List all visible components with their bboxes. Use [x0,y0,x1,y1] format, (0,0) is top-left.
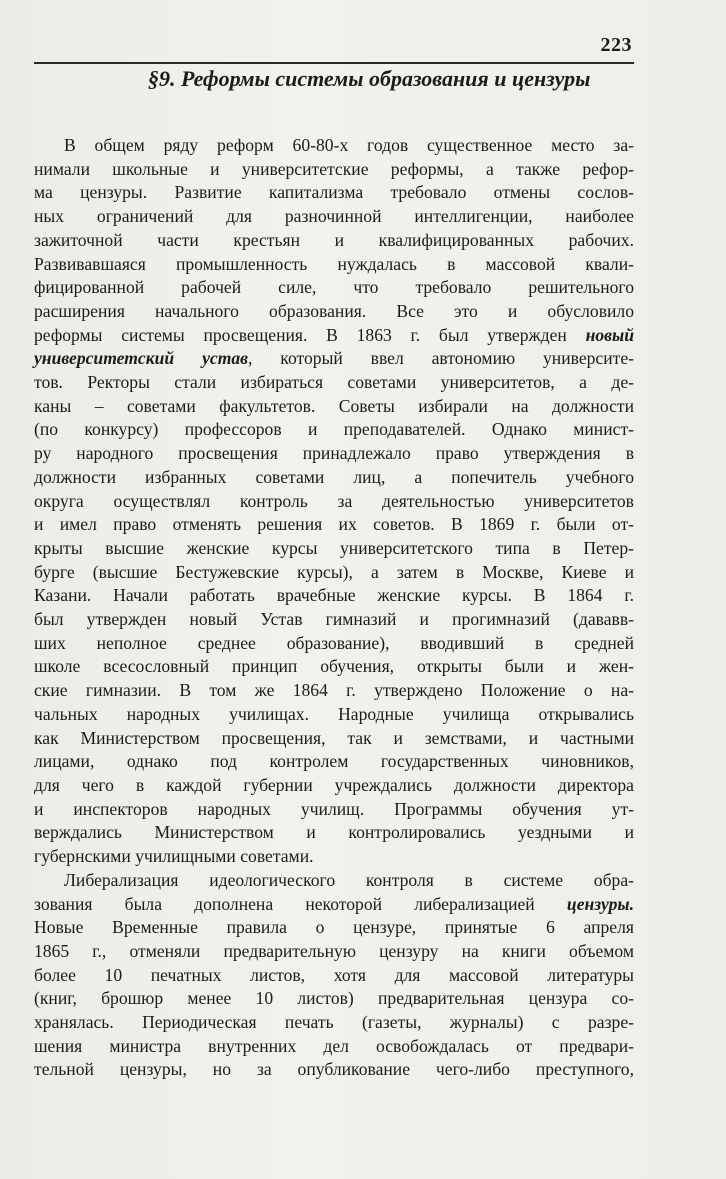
text-line: ру народного просвещения принадлежало право утверждения в [34,443,634,464]
emphasis: цензуры. [566,893,634,914]
text-line: должности избранных советами лиц, а попечитель учебного [34,466,634,487]
text-line: нимали школьные и университетские реформы, а также рефор- [34,158,634,179]
text-line: университетский устав, который ввел автономию университе- [34,348,635,369]
text-line: более 10 печатных листов, хотя для массовой литературы [34,964,634,985]
text-line: как Министерством просвещения, так и земствами, и частными [34,727,634,748]
text-line: реформы системы просвещения. В 1863 г. был утвержден новый [34,324,634,345]
text-line: был утвержден новый Устав гимназий и прогимназий (дававв- [34,609,634,630]
section-title: §9. Реформы системы образования и цензуры [148,66,591,91]
body-text [34,134,634,1082]
text-line: верждались Министерством и контролировались уездными и [34,822,634,843]
emphasis: университетский устав [34,348,249,369]
text-line: каны – советами факультетов. Советы избирали на должности [34,395,634,416]
paragraph [34,134,634,869]
text-line: школе всесословный принцип обучения, открыты были и жен- [34,656,634,677]
text-line: бурге (высшие Бестужевские курсы), а затем в Москве, Киеве и [34,561,634,582]
text-line: Новые Временные правила о цензуре, принятые 6 апреля [34,917,634,938]
page-number: 223 [600,34,632,56]
text-line: губернскими училищными советами. [34,846,314,867]
text-line: тельной цензуры, но за опубликование чего-либо преступного, [34,1059,634,1080]
text-line: зования была дополнена некоторой либерализацией цензуры. [34,893,634,914]
text-line: Либерализация идеологического контроля в системе обра- [64,869,634,890]
text-line: Развивавшаяся промышленность нуждалась в массовой квали- [34,253,634,274]
text-line: ма цензуры. Развитие капитализма требовало отмены сослов- [34,182,634,203]
text-line: зажиточной части крестьян и квалифицированных рабочих. [34,229,634,250]
paragraph [34,869,634,1082]
text-line: 1865 г., отменяли предварительную цензуру на книги объемом [34,940,634,961]
text-line: ших неполное среднее образование), вводивший в средней [34,632,634,653]
text-line: и инспекторов народных училищ. Программы обучения ут- [34,798,634,819]
text-line: чальных народных училищах. Народные училища открывались [34,703,634,724]
text-line: Казани. Начали работать врачебные женские курсы. В 1864 г. [34,585,634,606]
text-line: тов. Ректоры стали избираться советами университетов, а де- [34,372,634,393]
emphasis: новый [585,324,634,345]
text-line: расширения начального образования. Все это и обусловило [34,300,634,321]
text-line: В общем ряду реформ 60-80-х годов существенное место за- [64,135,634,155]
text-line: округа осуществлял контроль за деятельностью университетов [34,490,634,511]
text-line: фицированной рабочей силе, что требовало решительного [34,277,634,298]
text-line: для чего в каждой губернии учреждались должности директора [34,774,634,795]
text-line: (по конкурсу) профессоров и преподавателей. Однако минист- [34,419,634,440]
text-line: лицами, однако под контролем государственных чиновников, [34,751,634,772]
text-line: ские гимназии. В том же 1864 г. утверждено Положение о на- [34,680,634,701]
text-line: крыты высшие женские курсы университетского типа в Петер- [34,537,634,558]
header-rule [34,62,634,64]
text-line: шения министра внутренних дел освобождалась от предвари- [34,1035,634,1056]
text-line: и имел право отменять решения их советов. В 1869 г. были от- [34,514,634,535]
text-line: ных ограничений для разночинной интеллигенции, наиболее [34,206,634,227]
text-line: (книг, брошюр менее 10 листов) предварительная цензура со- [34,988,634,1009]
text-line: хранялась. Периодическая печать (газеты, журналы) с разре- [34,1012,634,1033]
